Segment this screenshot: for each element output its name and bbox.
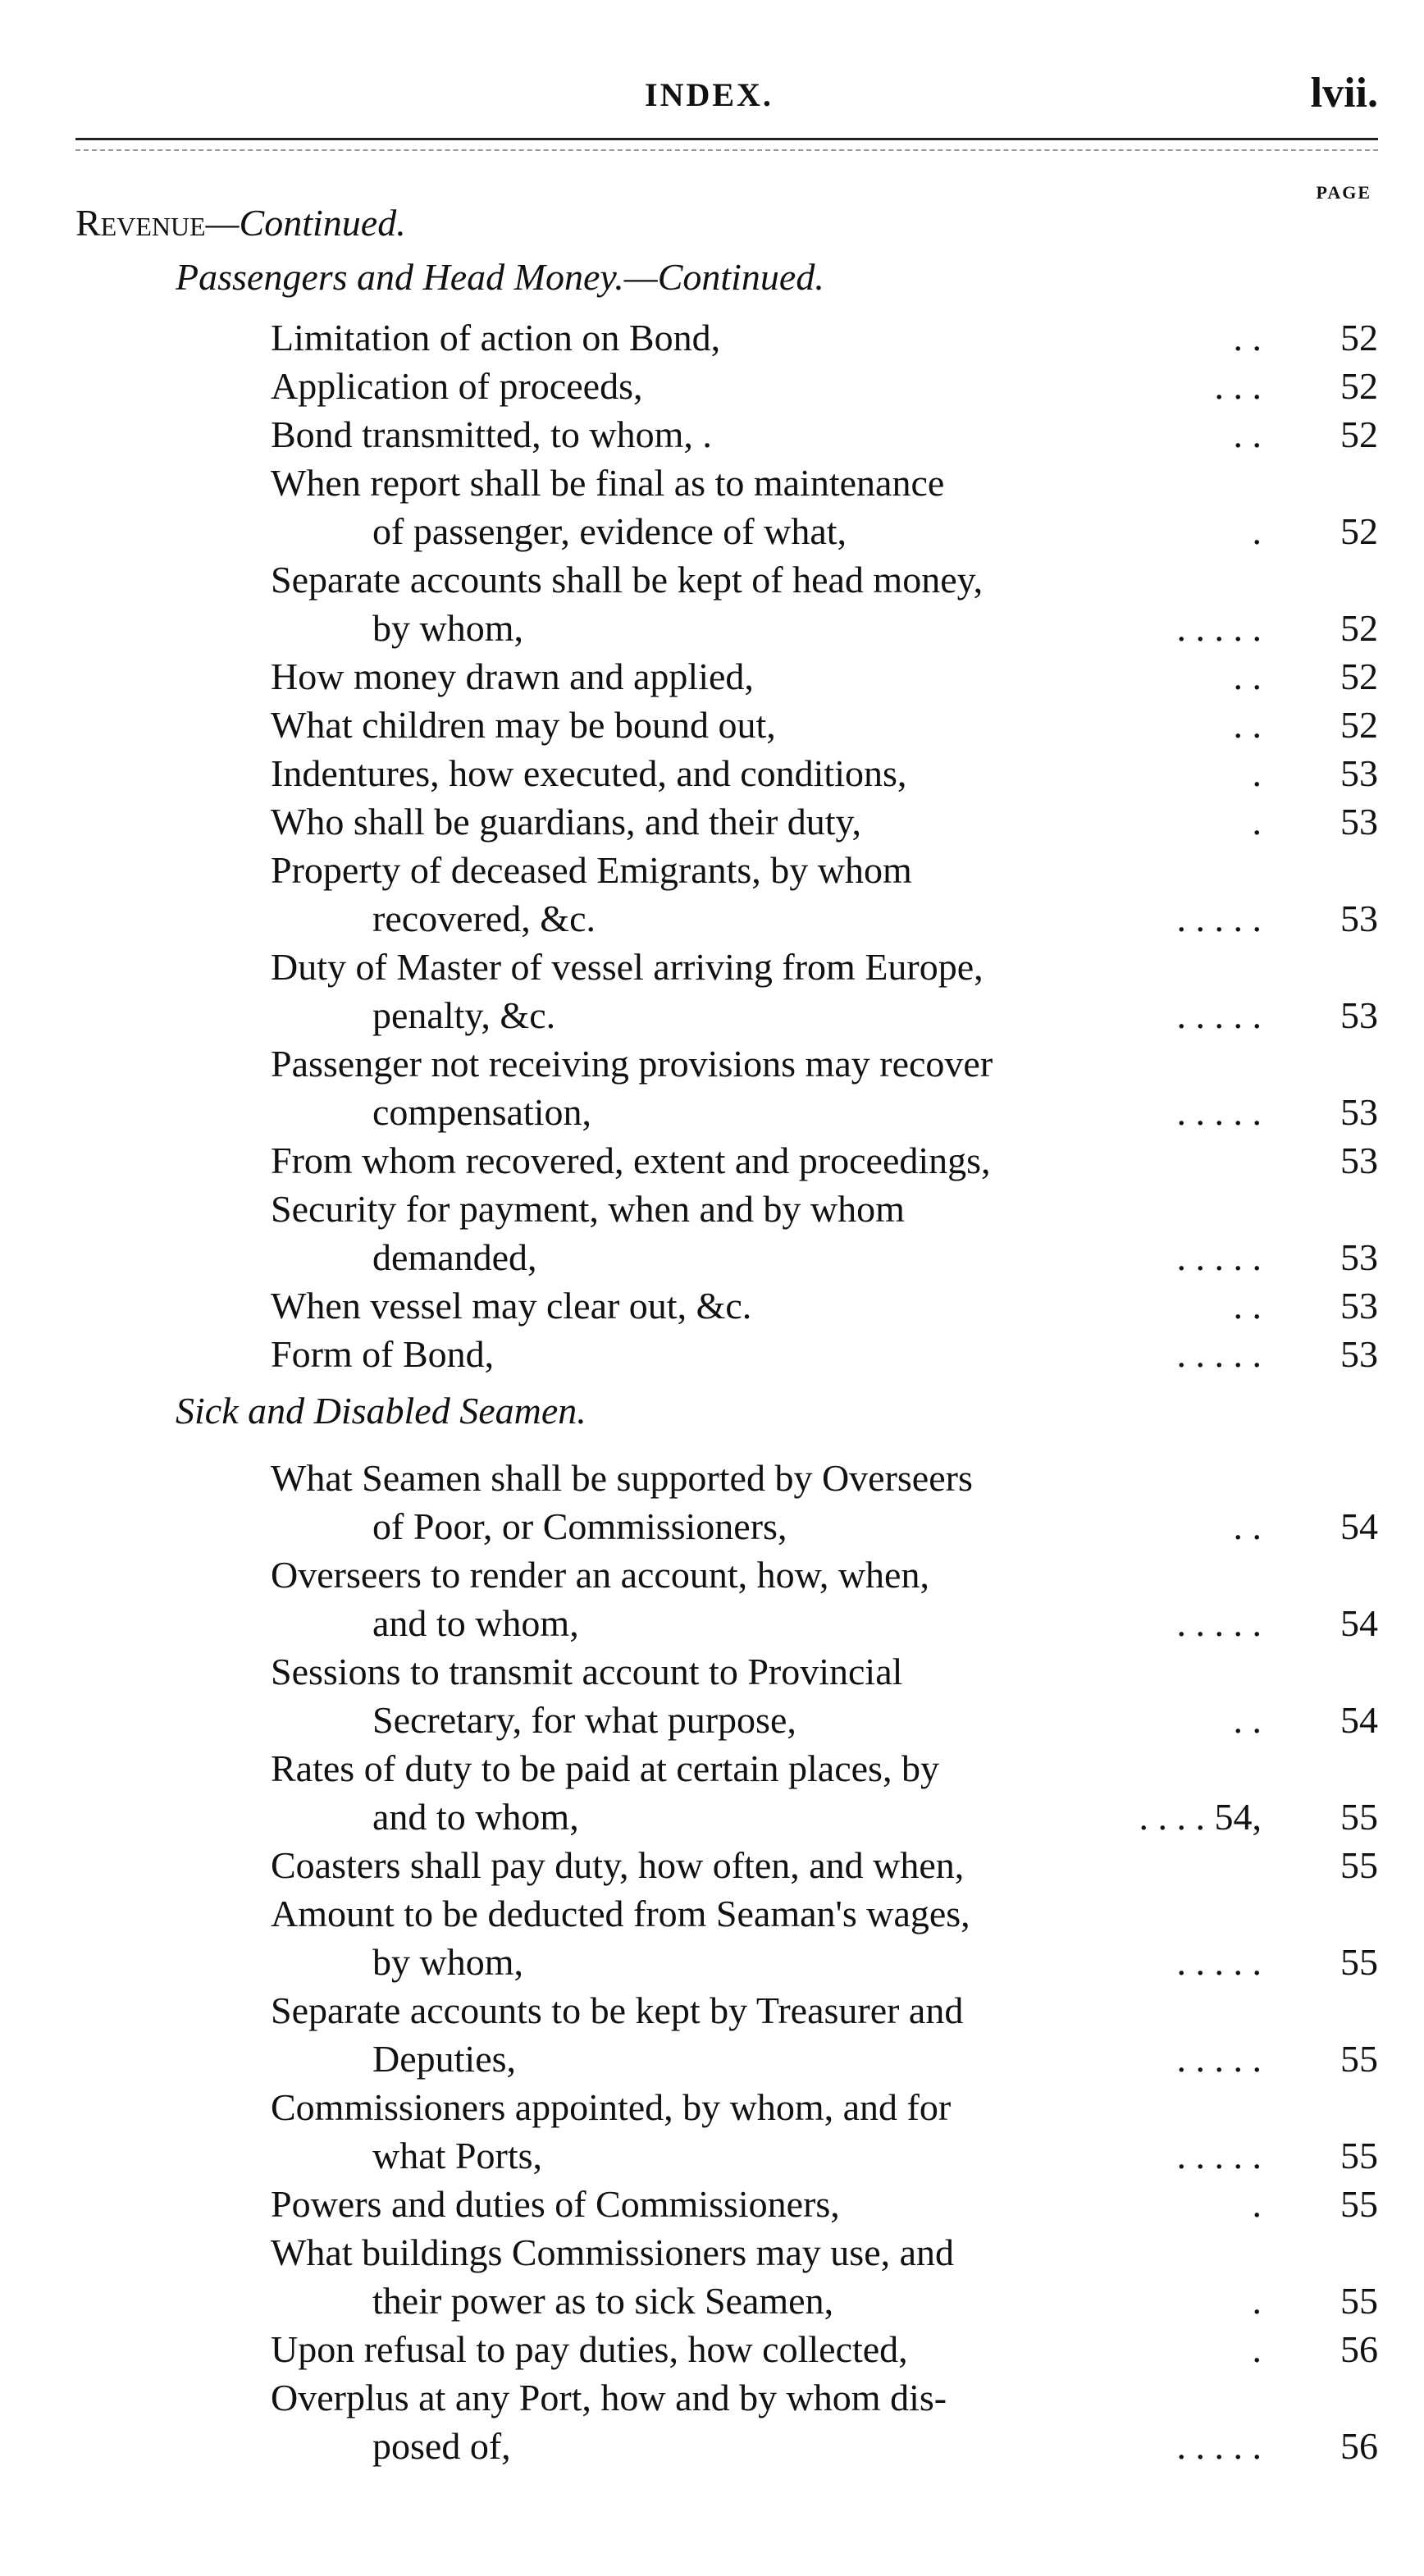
entry-page-number: 55 bbox=[1340, 2038, 1378, 2080]
entry-line bbox=[271, 652, 1378, 701]
index-entry bbox=[271, 2325, 1378, 2373]
page-column-label: PAGE bbox=[1316, 182, 1372, 203]
leader-dots: . . . . . bbox=[1176, 1236, 1262, 1278]
entry-continuation-line bbox=[271, 894, 1378, 943]
entry-page-number: 53 bbox=[1340, 1091, 1378, 1133]
entry-text: What Seamen shall be supported by Overseers bbox=[271, 1457, 973, 1499]
entry-text: Security for payment, when and by whom bbox=[271, 1188, 905, 1230]
leader-dots: . . . . . bbox=[1176, 1333, 1262, 1375]
index-entry bbox=[271, 797, 1378, 846]
index-entry bbox=[271, 410, 1378, 459]
index-entry bbox=[271, 459, 1378, 555]
entry-text: Passenger not receiving provisions may recover bbox=[271, 1043, 993, 1085]
entry-text: Secretary, for what purpose, bbox=[372, 1699, 796, 1741]
leader-dots: . . bbox=[1233, 413, 1262, 455]
entry-page-number: 52 bbox=[1340, 365, 1378, 407]
index-entry bbox=[271, 1136, 1378, 1185]
entry-page-number: 52 bbox=[1340, 655, 1378, 697]
header-rule bbox=[75, 138, 1378, 140]
entry-continuation-line bbox=[271, 1233, 1378, 1281]
index-entry bbox=[271, 1647, 1378, 1744]
leader-dots: . . . . . bbox=[1176, 1602, 1262, 1644]
index-entry bbox=[271, 1039, 1378, 1136]
index-entry bbox=[271, 1551, 1378, 1647]
index-entry bbox=[271, 555, 1378, 652]
entry-text: Amount to be deducted from Seaman's wages, bbox=[271, 1893, 970, 1934]
entry-continuation-line bbox=[271, 1793, 1378, 1841]
leader-dots: . bbox=[1252, 752, 1262, 794]
index-entry bbox=[271, 943, 1378, 1039]
entry-continuation-line bbox=[271, 2035, 1378, 2083]
entry-line bbox=[271, 410, 1378, 459]
entry-text: Commissioners appointed, by whom, and for bbox=[271, 2086, 952, 2128]
entry-text: Deputies, bbox=[372, 2038, 517, 2080]
entry-line bbox=[271, 2325, 1378, 2373]
entry-continuation-line bbox=[271, 991, 1378, 1039]
entry-continuation-line bbox=[271, 1938, 1378, 1986]
index-entry bbox=[271, 362, 1378, 410]
entry-page-number: 52 bbox=[1340, 413, 1378, 455]
entry-text: When vessel may clear out, &c. bbox=[271, 1285, 752, 1327]
entry-text: Coasters shall pay duty, how often, and when, bbox=[271, 1844, 965, 1886]
entry-text: Limitation of action on Bond, bbox=[271, 317, 721, 359]
entry-line bbox=[271, 1841, 1378, 1889]
leader-dots: . . bbox=[1233, 704, 1262, 746]
leader-dots: . . . . . bbox=[1176, 1091, 1262, 1133]
index-entry bbox=[271, 1889, 1378, 1986]
entry-continuation-line bbox=[271, 1088, 1378, 1136]
leader-dots: . . . . . bbox=[1176, 994, 1262, 1036]
entry-page-number: 55 bbox=[1340, 1844, 1378, 1886]
entry-page-number: 55 bbox=[1340, 1941, 1378, 1983]
header-rule-secondary bbox=[75, 149, 1378, 151]
entry-page-number: 56 bbox=[1340, 2425, 1378, 2467]
entry-continuation-line bbox=[271, 2422, 1378, 2470]
running-head-title: INDEX. bbox=[645, 76, 774, 113]
section-heading-title: Revenue bbox=[75, 202, 206, 244]
entry-page-number: 55 bbox=[1340, 2135, 1378, 2176]
entry-text: by whom, bbox=[372, 607, 523, 649]
entry-text: Application of proceeds, bbox=[271, 365, 643, 407]
subsection-heading: Passengers and Head Money.—Continued. bbox=[176, 256, 824, 298]
entry-line bbox=[271, 459, 1378, 507]
index-entry bbox=[271, 1330, 1378, 1378]
entry-line bbox=[271, 1136, 1378, 1185]
entry-continuation-line bbox=[271, 2131, 1378, 2180]
entry-line bbox=[271, 1986, 1378, 2035]
entry-line bbox=[271, 2373, 1378, 2422]
entry-text: and to whom, bbox=[372, 1796, 579, 1838]
entry-text: Indentures, how executed, and conditions, bbox=[271, 752, 907, 794]
entry-page-number: 55 bbox=[1340, 2183, 1378, 2225]
index-entry bbox=[271, 846, 1378, 943]
leader-dots: . . . . . bbox=[1176, 607, 1262, 649]
entry-page-number: 53 bbox=[1340, 994, 1378, 1036]
entry-text: of passenger, evidence of what, bbox=[372, 510, 847, 552]
entry-text: their power as to sick Seamen, bbox=[372, 2280, 834, 2322]
entry-text: Overplus at any Port, how and by whom dis- bbox=[271, 2377, 947, 2418]
leader-dots: . . . bbox=[1214, 365, 1262, 407]
entry-page-number: 52 bbox=[1340, 607, 1378, 649]
leader-dots: . . bbox=[1233, 1699, 1262, 1741]
index-entry bbox=[271, 2083, 1378, 2180]
entry-continuation-line bbox=[271, 1599, 1378, 1647]
entry-line bbox=[271, 846, 1378, 894]
entry-line bbox=[271, 2180, 1378, 2228]
entry-line bbox=[271, 1551, 1378, 1599]
entry-text: Rates of duty to be paid at certain places, by bbox=[271, 1747, 939, 1789]
entry-text: What children may be bound out, bbox=[271, 704, 776, 746]
index-entries-passengers bbox=[271, 313, 1378, 1378]
leader-dots: . bbox=[1252, 510, 1262, 552]
entry-text: Property of deceased Emigrants, by whom bbox=[271, 849, 912, 891]
entry-page-number: 52 bbox=[1340, 704, 1378, 746]
entry-text: what Ports, bbox=[372, 2135, 542, 2176]
index-entry bbox=[271, 2180, 1378, 2228]
index-entry bbox=[271, 1454, 1378, 1551]
page-number: lvii. bbox=[1310, 70, 1378, 116]
entry-line bbox=[271, 313, 1378, 362]
entry-page-number: 53 bbox=[1340, 1333, 1378, 1375]
running-head bbox=[0, 0, 1424, 131]
entry-continuation-line bbox=[271, 1696, 1378, 1744]
leader-dots: . . bbox=[1233, 1285, 1262, 1327]
leader-dots: . . . . . bbox=[1176, 1941, 1262, 1983]
entry-page-number: 54 bbox=[1340, 1602, 1378, 1644]
entry-text: Duty of Master of vessel arriving from Europe, bbox=[271, 946, 984, 988]
entry-line bbox=[271, 362, 1378, 410]
index-entry bbox=[271, 1841, 1378, 1889]
leader-dots: . bbox=[1252, 2183, 1262, 2225]
entry-page-number: 52 bbox=[1340, 510, 1378, 552]
entry-continuation-line bbox=[271, 1502, 1378, 1551]
entry-text: compensation, bbox=[372, 1091, 591, 1133]
entry-line bbox=[271, 2083, 1378, 2131]
entry-page-number: 56 bbox=[1340, 2328, 1378, 2370]
leader-dots: . . . . 54, bbox=[1139, 1796, 1262, 1838]
entry-text: Separate accounts shall be kept of head money, bbox=[271, 559, 984, 601]
entry-page-number: 55 bbox=[1340, 1796, 1378, 1838]
entry-text: What buildings Commissioners may use, and bbox=[271, 2231, 955, 2273]
entry-text: Overseers to render an account, how, when, bbox=[271, 1554, 929, 1596]
entry-page-number: 53 bbox=[1340, 897, 1378, 939]
index-entry bbox=[271, 1744, 1378, 1841]
index-entry bbox=[271, 1281, 1378, 1330]
entry-line bbox=[271, 555, 1378, 604]
entry-text: Powers and duties of Commissioners, bbox=[271, 2183, 840, 2225]
entry-line bbox=[271, 1889, 1378, 1938]
entry-text: demanded, bbox=[372, 1236, 537, 1278]
entry-line bbox=[271, 1454, 1378, 1502]
index-entry bbox=[271, 701, 1378, 749]
subsection-heading: Sick and Disabled Seamen. bbox=[176, 1390, 586, 1432]
section-heading bbox=[75, 200, 406, 245]
entry-page-number: 53 bbox=[1340, 1236, 1378, 1278]
entry-line bbox=[271, 943, 1378, 991]
entry-line bbox=[271, 1647, 1378, 1696]
index-entry bbox=[271, 313, 1378, 362]
entry-continuation-line bbox=[271, 507, 1378, 555]
index-entry bbox=[271, 2373, 1378, 2470]
index-entry bbox=[271, 2228, 1378, 2325]
entry-line bbox=[271, 1281, 1378, 1330]
entry-text: of Poor, or Commissioners, bbox=[372, 1505, 787, 1547]
entry-text: penalty, &c. bbox=[372, 994, 556, 1036]
entry-page-number: 53 bbox=[1340, 1140, 1378, 1181]
index-entry bbox=[271, 652, 1378, 701]
leader-dots: . . . . . bbox=[1176, 897, 1262, 939]
entry-continuation-line bbox=[271, 2277, 1378, 2325]
entry-continuation-line bbox=[271, 604, 1378, 652]
leader-dots: . bbox=[1252, 2328, 1262, 2370]
entry-text: Sessions to transmit account to Provincial bbox=[271, 1651, 903, 1692]
entry-text: Bond transmitted, to whom, . bbox=[271, 413, 712, 455]
entry-text: How money drawn and applied, bbox=[271, 655, 754, 697]
entry-page-number: 54 bbox=[1340, 1505, 1378, 1547]
leader-dots: . . . . . bbox=[1176, 2038, 1262, 2080]
leader-dots: . bbox=[1252, 801, 1262, 843]
entry-text: and to whom, bbox=[372, 1602, 579, 1644]
leader-dots: . bbox=[1252, 2280, 1262, 2322]
index-entry bbox=[271, 1185, 1378, 1281]
entry-line bbox=[271, 701, 1378, 749]
index-entries-seamen bbox=[271, 1454, 1378, 2470]
entry-text: Separate accounts to be kept by Treasurer and bbox=[271, 1989, 964, 2031]
section-heading-continued: —Continued. bbox=[205, 202, 406, 244]
entry-text: Upon refusal to pay duties, how collected, bbox=[271, 2328, 908, 2370]
entry-text: From whom recovered, extent and proceedings, bbox=[271, 1140, 991, 1181]
entry-page-number: 55 bbox=[1340, 2280, 1378, 2322]
entry-page-number: 53 bbox=[1340, 801, 1378, 843]
leader-dots: . . bbox=[1233, 655, 1262, 697]
index-entry bbox=[271, 749, 1378, 797]
entry-page-number: 53 bbox=[1340, 752, 1378, 794]
entry-page-number: 52 bbox=[1340, 317, 1378, 359]
leader-dots: . . bbox=[1233, 1505, 1262, 1547]
entry-text: Form of Bond, bbox=[271, 1333, 495, 1375]
entry-line bbox=[271, 797, 1378, 846]
leader-dots: . . bbox=[1233, 317, 1262, 359]
entry-text: recovered, &c. bbox=[372, 897, 596, 939]
entry-line bbox=[271, 749, 1378, 797]
entry-text: Who shall be guardians, and their duty, bbox=[271, 801, 862, 843]
index-entry bbox=[271, 1986, 1378, 2083]
entry-text: posed of, bbox=[372, 2425, 511, 2467]
entry-line bbox=[271, 2228, 1378, 2277]
entry-line bbox=[271, 1185, 1378, 1233]
entry-line bbox=[271, 1039, 1378, 1088]
entry-page-number: 53 bbox=[1340, 1285, 1378, 1327]
entry-text: by whom, bbox=[372, 1941, 523, 1983]
entry-line bbox=[271, 1744, 1378, 1793]
leader-dots: . . . . . bbox=[1176, 2135, 1262, 2176]
leader-dots: . . . . . bbox=[1176, 2425, 1262, 2467]
entry-page-number: 54 bbox=[1340, 1699, 1378, 1741]
entry-line bbox=[271, 1330, 1378, 1378]
entry-text: When report shall be final as to maintenance bbox=[271, 462, 945, 504]
